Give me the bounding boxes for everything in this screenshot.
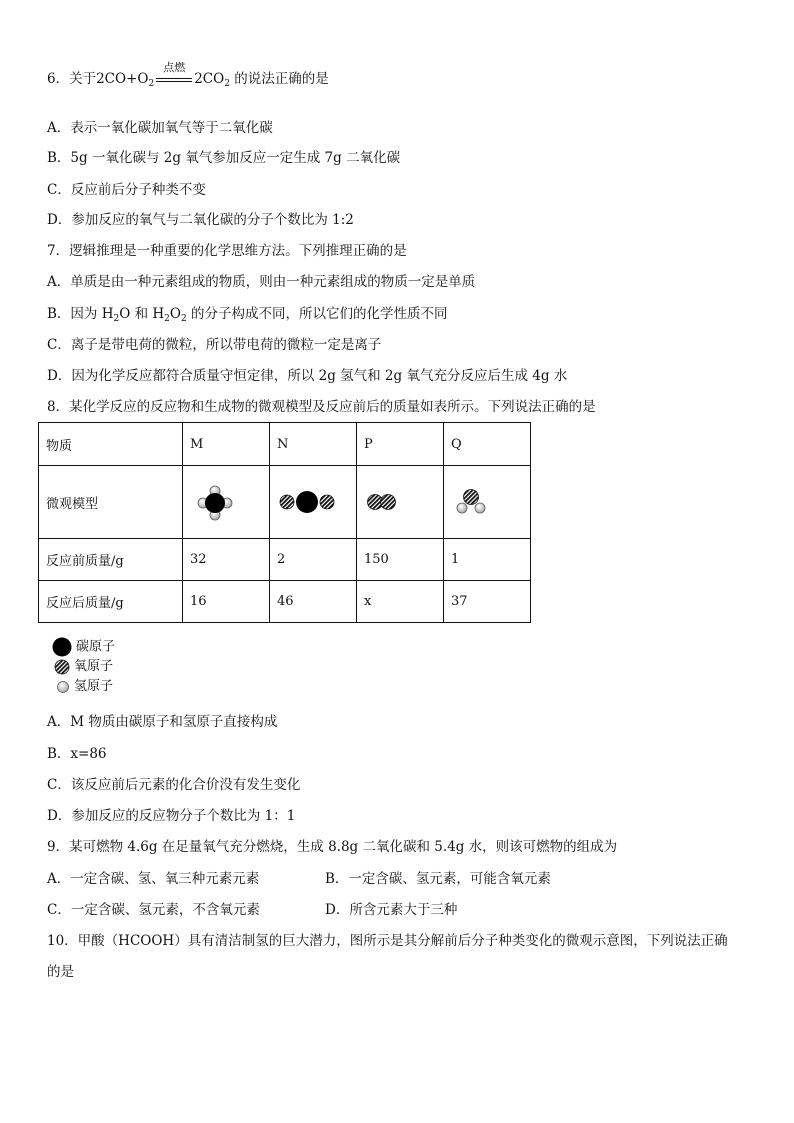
q10-stem-line1: 10．甲酸（HCOOH）具有清洁制氢的巨大潜力，图所示是其分解前后分子种类变化的微观示意图，下列说法正确 [47,933,728,949]
q9-option-d: D．所含元素大于三种 [325,902,458,918]
q9-option-c: C．一定含碳、氢元素，不含氧元素 [47,902,260,918]
q8-option-c: C．该反应前后元素的化合价没有发生变化 [47,777,301,793]
table-cell: 32 [183,539,270,581]
q6-stem-prefix: 6．关于 [47,71,97,87]
q6-stem [47,60,329,93]
table-header-cell: 物质 [39,423,183,466]
legend-hydrogen [52,678,113,696]
q8-stem: 8．某化学反应的反应物和生成物的微观模型及反应前后的质量如表所示。下列说法正确的是 [47,399,596,415]
q6-option-d: D．参加反应的氧气与二氧化碳的分子个数比为 1:2 [47,212,354,228]
table-header-cell: M [183,423,270,466]
model-p [357,466,444,539]
model-label: 微观模型 [39,466,183,539]
molecule-n-icon [277,487,337,517]
table-header-cell: Q [444,423,531,466]
table-cell: 2 [270,539,357,581]
table-cell: 46 [270,581,357,623]
model-n [270,466,357,539]
legend-oxygen [52,658,113,676]
q9-stem: 9．某可燃物 4.6g 在足量氧气充分燃烧，生成 8.8g 二氧化碳和 5.4g 水，则该可燃物的组成为 [47,839,618,855]
table-cell: 16 [183,581,270,623]
table-header-cell: N [270,423,357,466]
q6-eq-lhs-sub: 2 [148,79,155,89]
after-label: 反应后质量/g [39,581,183,623]
q7-b-part: 的分子构成不同，所以它们的化学性质不同 [186,306,448,322]
q6-eq-lhs: 2CO+O [96,71,149,87]
q9-option-a: A．一定含碳、氢、氧三种元素元素 [47,871,260,887]
table-cell: x [357,581,444,623]
before-label: 反应前质量/g [39,539,183,581]
model-m [183,466,270,539]
model-q [444,466,531,539]
molecule-p-icon [364,487,404,517]
legend-label: 碳原子 [76,639,116,655]
q6-eq-condition: 点燃 [163,60,186,74]
legend-label: 氢原子 [74,679,114,694]
table-row [39,466,531,539]
legend-carbon [52,637,115,657]
molecule-m-icon [190,482,240,522]
q7-b-part: O 和 H [119,306,165,322]
legend-label: 氧原子 [74,659,114,674]
q7-b-part: O [169,306,181,322]
carbon-atom-icon [52,637,72,657]
hydrogen-atom-icon [56,680,70,694]
table-header-cell: P [357,423,444,466]
table-cell: 37 [444,581,531,623]
oxygen-atom-icon [54,659,70,675]
table-row [39,539,531,581]
q8-option-a: A．M 物质由碳原子和氢原子直接构成 [47,714,278,730]
q6-option-b: B．5g 一氧化碳与 2g 氧气参加反应一定生成 7g 二氧化碳 [47,150,401,166]
q7-stem: 7．逻辑推理是一种重要的化学思维方法。下列推理正确的是 [47,243,407,259]
q6-stem-suffix: 的说法正确的是 [234,71,329,87]
q8-table [38,422,531,623]
table-row [39,423,531,466]
q9-option-b: B．一定含碳、氢元素，可能含氧元素 [325,871,551,887]
q7-option-c: C．离子是带电荷的微粒，所以带电荷的微粒一定是离子 [47,337,382,353]
q7-option-b [47,305,448,328]
q8-option-b: B．x=86 [47,746,107,762]
q7-b-sub: 2 [180,314,187,324]
q6-eq-rhs: 2CO [194,71,225,87]
q8-option-d: D．参加反应的反应物分子个数比为 1：1 [47,808,296,824]
q6-option-a: A．表示一氧化碳加氧气等于二氧化碳 [47,120,273,136]
q7-option-a: A．单质是由一种元素组成的物质，则由一种元素组成的物质一定是单质 [47,274,476,290]
table-cell: 150 [357,539,444,581]
q7-b-sub: 2 [164,314,170,324]
q6-equation-arrow [156,60,192,89]
q6-eq-rhs-sub: 2 [224,79,230,89]
table-cell: 1 [444,539,531,581]
q10-stem-line2: 的是 [47,964,74,980]
q7-b-part: B．因为 H [47,306,114,322]
table-row [39,581,531,623]
q7-option-d: D．因为化学反应都符合质量守恒定律，所以 2g 氢气和 2g 氧气充分反应后生成 4g 水 [47,368,568,384]
molecule-q-icon [451,485,491,519]
q7-b-sub: 2 [113,314,120,324]
q6-option-c: C．反应前后分子种类不变 [47,182,206,198]
